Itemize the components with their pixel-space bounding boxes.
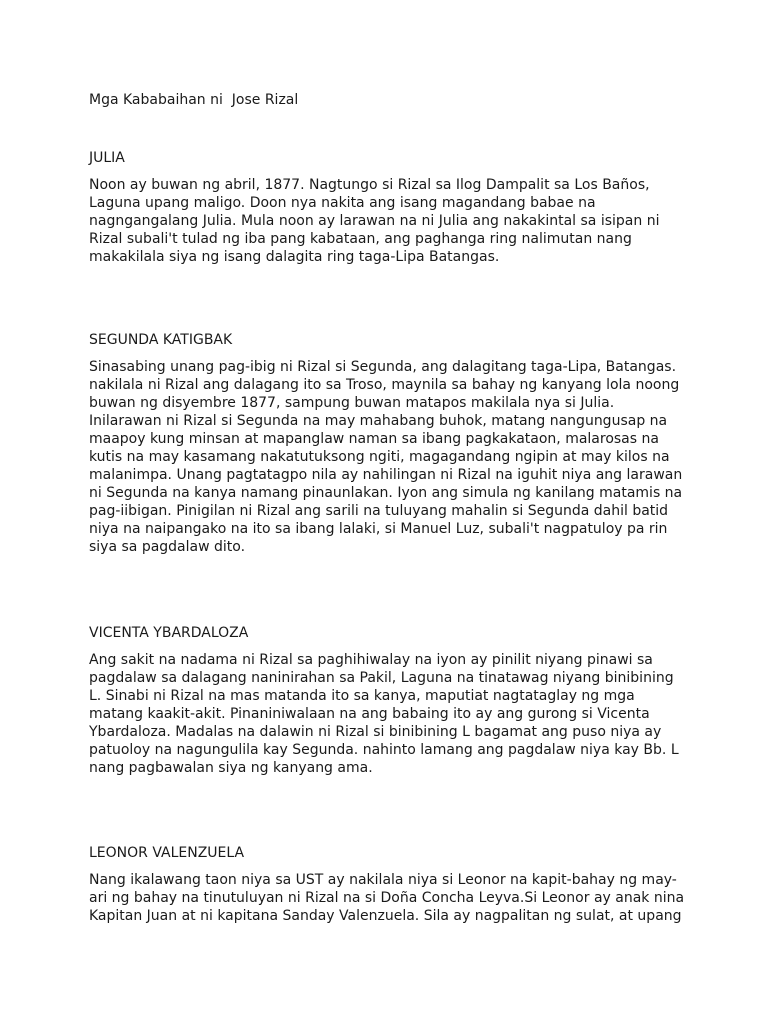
section-vicenta-ybardaloza (89, 624, 689, 777)
body-line: Laguna upang maligo. Doon nya nakita ang isang magandang babae na (89, 195, 596, 211)
section-julia (89, 149, 689, 266)
body-line: patuoloy na nagungulila kay Segunda. nahinto lamang ang pagdalaw niya kay Bb. L (89, 742, 679, 758)
body-line: Ang sakit na nadama ni Rizal sa paghihiwalay na iyon ay pinilit niyang pinawi sa (89, 652, 653, 668)
body-line: buwan ng disyembre 1877, sampung buwan matapos makilala nya si Julia. (89, 395, 615, 411)
section-body (89, 651, 689, 777)
body-line: matang kaakit-akit. Pinaniniwalaan na ang babaing ito ay ang gurong si Vicenta (89, 706, 650, 722)
section-heading: VICENTA YBARDALOZA (89, 625, 249, 641)
body-line: pag-iibigan. Pinigilan ni Rizal ang sarili na tuluyang mahalin si Segunda dahil batid (89, 503, 669, 519)
body-line: maapoy kung minsan at mapanglaw naman sa ibang pagkakataon, malarosas na (89, 431, 659, 447)
body-line: ari ng bahay na tinutuluyan ni Rizal na si Doña Concha Leyva.Si Leonor ay anak nina (89, 890, 685, 906)
body-line: Sinasabing unang pag-ibig ni Rizal si Segunda, ang dalagitang taga-Lipa, Batangas. (89, 359, 677, 375)
body-line: nagngangalang Julia. Mula noon ay larawan na ni Julia ang nakakintal sa isipan ni (89, 213, 660, 229)
section-heading: JULIA (89, 150, 125, 166)
body-line: nang pagbawalan siya ng kanyang ama. (89, 760, 373, 776)
body-line: pagdalaw sa dalagang naninirahan sa Pakil, Laguna na tinatawag niyang binibining (89, 670, 674, 686)
body-line: Kapitan Juan at ni kapitana Sanday Valenzuela. Sila ay nagpalitan ng sulat, at upang (89, 908, 682, 924)
section-segunda-katigbak (89, 331, 689, 556)
body-line: nakilala ni Rizal ang dalagang ito sa Troso, maynila sa bahay ng kanyang lola noong (89, 377, 680, 393)
body-line: siya sa pagdalaw dito. (89, 539, 246, 555)
section-body (89, 176, 689, 266)
body-line: Rizal subali't tulad ng iba pang kabataan, ang paghanga ring nalimutan nang (89, 231, 632, 247)
body-line: ni Segunda na kanya namang pinaunlakan. Iyon ang simula ng kanilang matamis na (89, 485, 683, 501)
section-heading: LEONOR VALENZUELA (89, 845, 245, 861)
body-line: Nang ikalawang taon niya sa UST ay nakilala niya si Leonor na kapit-bahay ng may- (89, 872, 677, 888)
section-body (89, 871, 689, 925)
section-body (89, 358, 689, 556)
document-title: Mga Kababaihan ni Jose Rizal (89, 92, 299, 108)
body-line: L. Sinabi ni Rizal na mas matanda ito sa kanya, maputiat nagtataglay ng mga (89, 688, 635, 704)
body-line: Ybardaloza. Madalas na dalawin ni Rizal si binibining L bagamat ang puso niya ay (89, 724, 662, 740)
body-line: Noon ay buwan ng abril, 1877. Nagtungo si Rizal sa Ilog Dampalit sa Los Baños, (89, 177, 650, 193)
body-line: kutis na may kasamang nakatutuksong ngiti, magagandang ngipin at may kilos na (89, 449, 670, 465)
body-line: Inilarawan ni Rizal si Segunda na may mahabang buhok, matang nangungusap na (89, 413, 668, 429)
body-line: niya na naipangako na ito sa ibang lalaki, si Manuel Luz, subali't nagpatuloy pa rin (89, 521, 668, 537)
section-heading: SEGUNDA KATIGBAK (89, 332, 233, 348)
body-line: malanimpa. Unang pagtatagpo nila ay nahilingan ni Rizal na iguhit niya ang larawan (89, 467, 683, 483)
section-leonor-valenzuela (89, 844, 689, 925)
body-line: makakilala siya ng isang dalagita ring taga-Lipa Batangas. (89, 249, 500, 265)
